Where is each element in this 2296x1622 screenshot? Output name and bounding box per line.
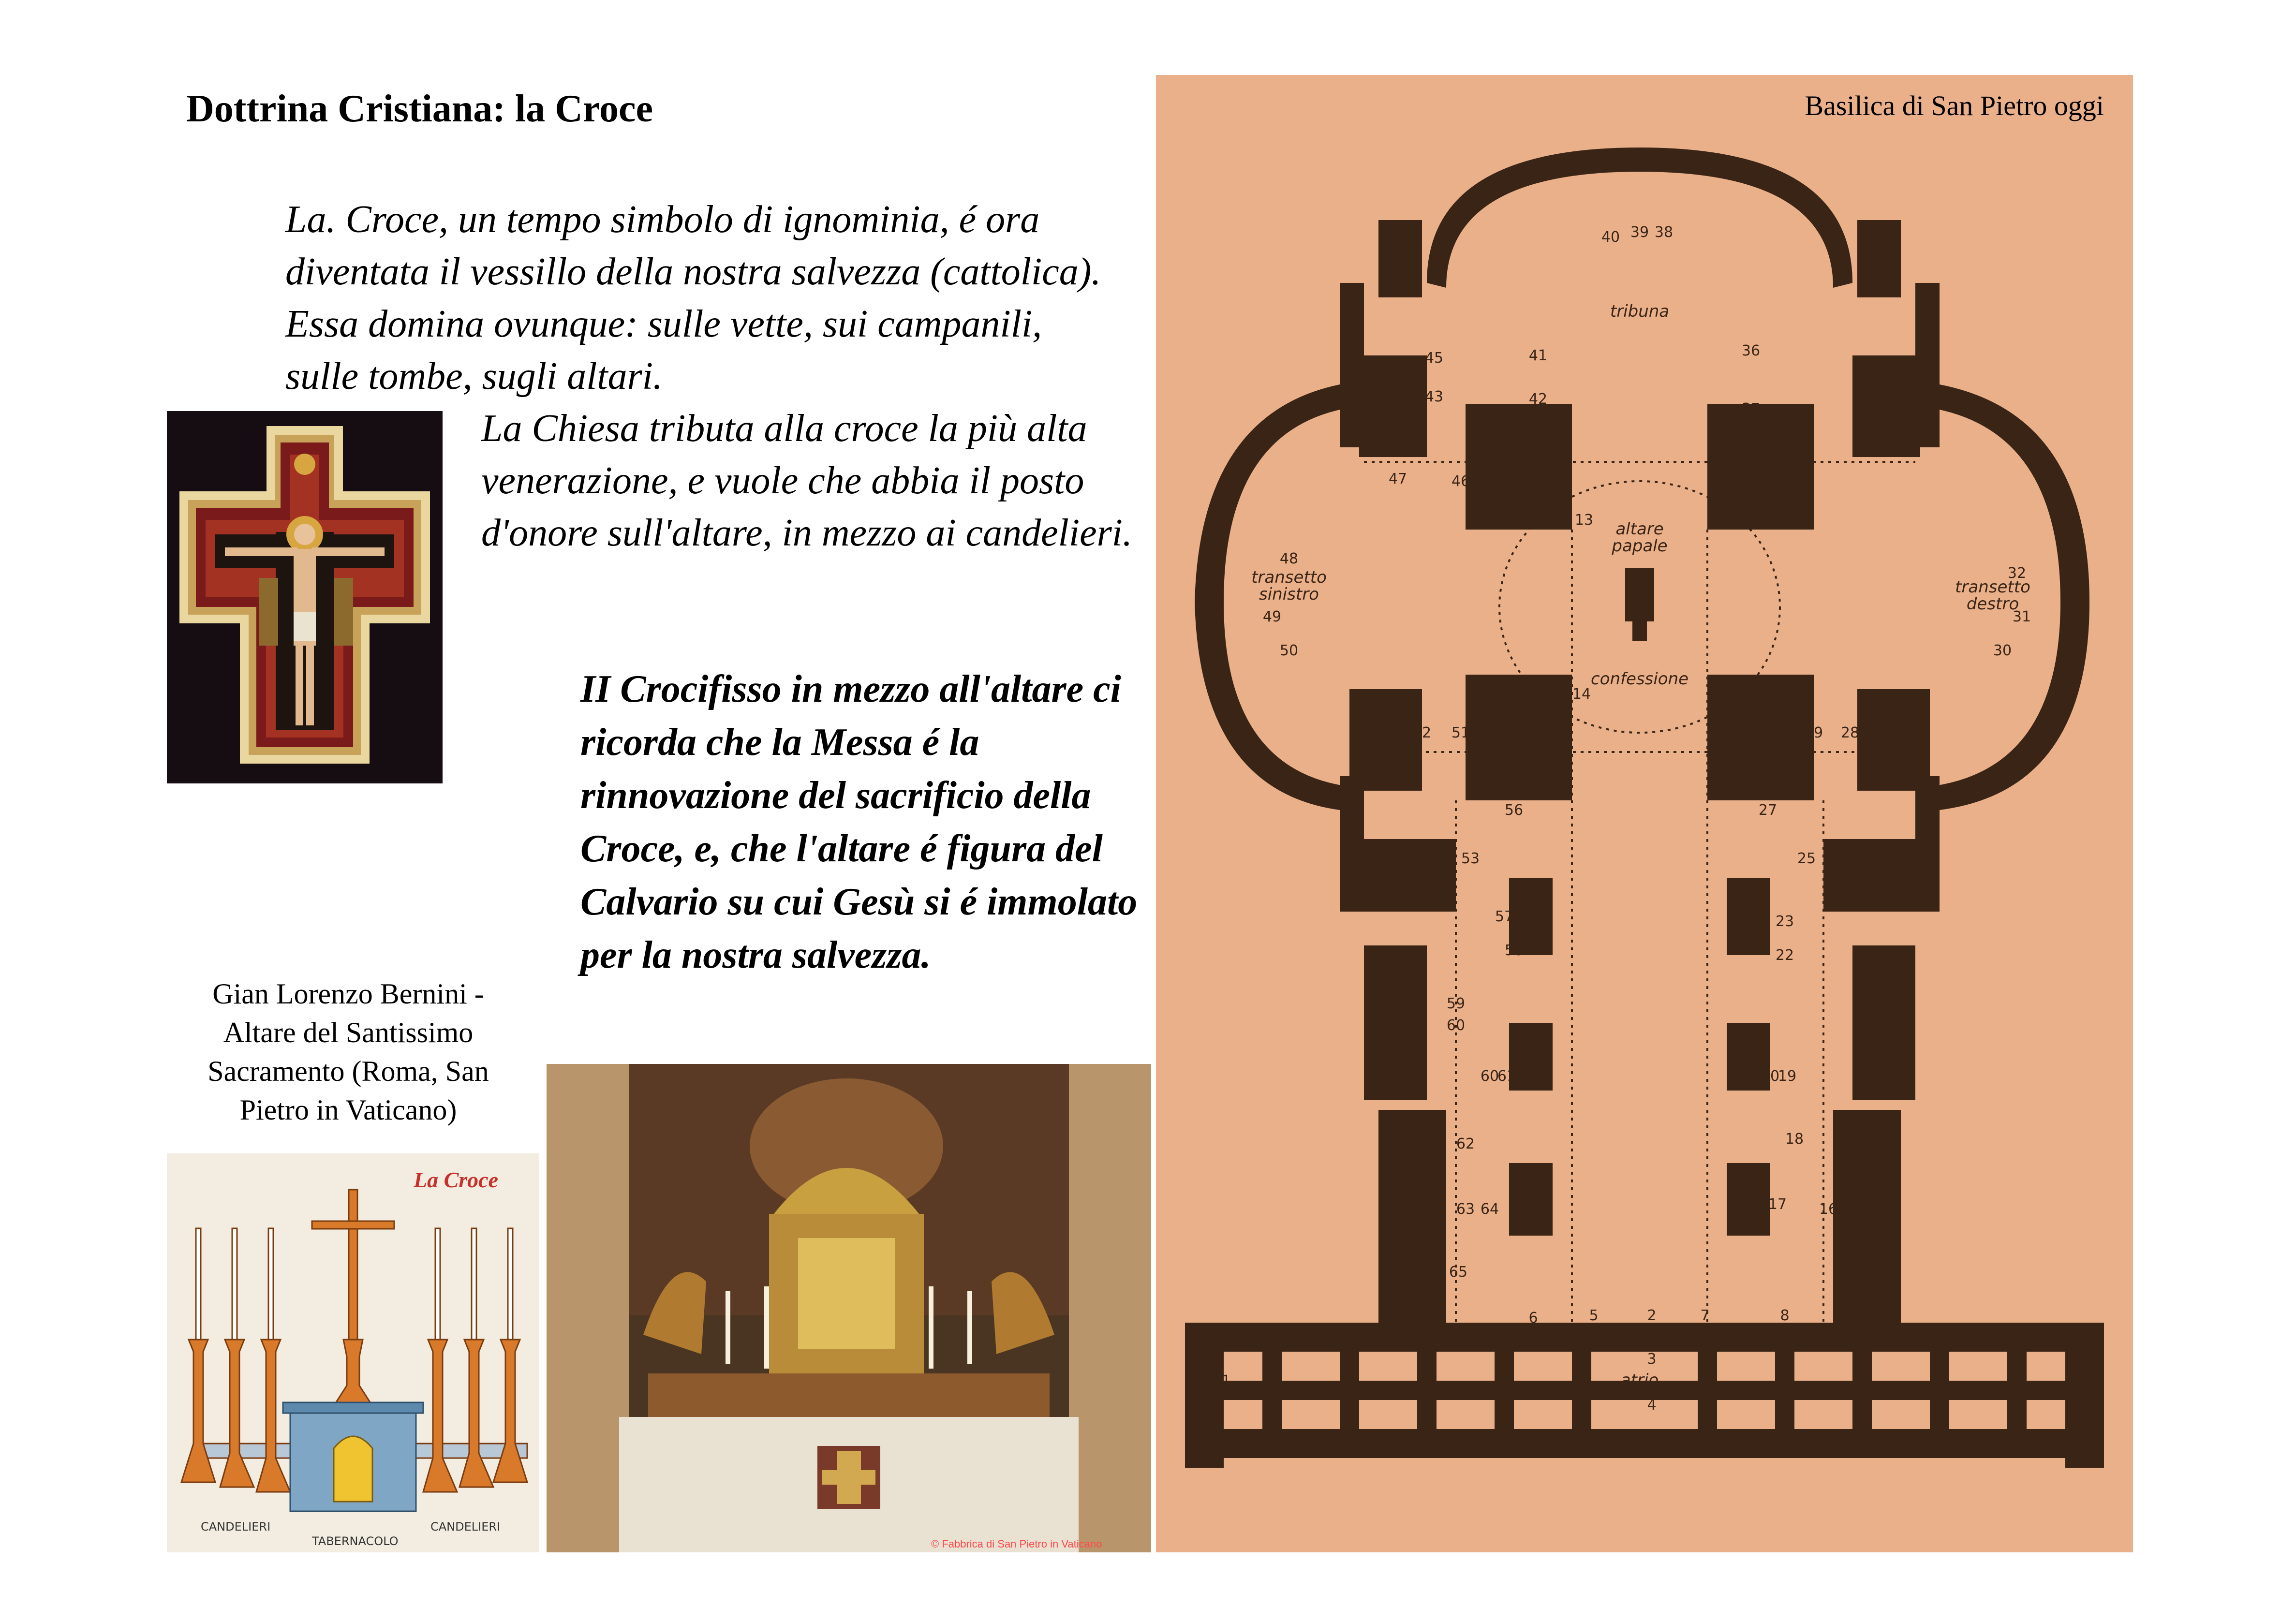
plan-number-30: 30 (1993, 642, 2012, 659)
tabernacolo-label: TABERNACOLO (312, 1534, 399, 1548)
basilica-floor-plan (1156, 75, 2133, 1552)
plan-number-40: 40 (1601, 229, 1620, 246)
plan-number-4: 4 (1647, 1397, 1657, 1414)
pier-se (1707, 675, 1814, 800)
candelieri-left-label: CANDELIERI (201, 1520, 271, 1534)
plan-number-18: 18 (1785, 1131, 1804, 1148)
plan-number-31: 31 (2012, 608, 2031, 625)
plan-number-7: 7 (1700, 1307, 1710, 1324)
plan-number-55: 55 (1437, 879, 1456, 896)
plan-number-58: 58 (1504, 942, 1524, 959)
plan-number-57: 57 (1495, 908, 1514, 925)
plan-number-49: 49 (1262, 608, 1282, 625)
photo-credit: © Fabbrica di San Pietro in Vaticano (931, 1538, 1102, 1550)
plan-number-47: 47 (1388, 471, 1407, 487)
caption-bernini: Gian Lorenzo Bernini - Altare del Santissimo Sacramento (Roma, San Pietro in Vaticano) (207, 978, 489, 1126)
plan-number-29: 29 (1804, 724, 1823, 741)
candelieri-right-label: CANDELIERI (430, 1520, 501, 1534)
label-confessione: confessione (1590, 669, 1689, 689)
plan-number-45: 45 (1424, 350, 1444, 367)
plan-number-22: 22 (1775, 947, 1794, 964)
pier-nw (1466, 404, 1572, 530)
plan-number-44: 44 (1395, 381, 1415, 398)
plan-number-26: 26 (1836, 850, 1855, 867)
drawing-title: La Croce (414, 1167, 499, 1192)
paragraph-venerazione: La Chiesa tributa alla croce la più alta venerazione, e vuole che abbia il posto d'onore sull'altare, in mezzo ai candelieri. (481, 407, 1132, 554)
plan-number-21: 21 (1852, 995, 1872, 1012)
plan-number-56: 56 (1504, 802, 1524, 819)
plan-number-16: 16 (1819, 1201, 1838, 1218)
plan-number-60: 60 (1446, 1017, 1466, 1034)
plan-number-35: 35 (1906, 386, 1925, 403)
tribuna-apse (1427, 147, 1852, 288)
plan-number-32: 32 (2007, 565, 2027, 582)
plan-number-25: 25 (1797, 850, 1816, 867)
plan-number-41: 41 (1528, 347, 1548, 364)
plan-number-34: 34 (1785, 478, 1804, 495)
plan-number-51: 51 (1451, 724, 1470, 741)
crucifix-drawing (167, 411, 443, 783)
altar-cross-illustration (167, 1153, 539, 1552)
label-transetto-sinistro-1: transetto (1251, 568, 1327, 587)
plan-number-62: 62 (1456, 1135, 1475, 1152)
plan-number-54: 54 (1420, 850, 1439, 867)
plan-number-14: 14 (1572, 686, 1591, 703)
label-tribuna: tribuna (1610, 302, 1670, 321)
plan-number-53: 53 (1461, 850, 1480, 867)
pier-ne (1707, 404, 1814, 530)
plan-number-2: 2 (1647, 1307, 1657, 1324)
label-atrio: atrio (1620, 1371, 1659, 1390)
plan-number-10: 10 (1712, 753, 1732, 770)
pier-sw (1466, 675, 1572, 800)
plan-number-3: 3 (1647, 1351, 1657, 1368)
plan-number-36: 36 (1741, 342, 1761, 359)
plan-number-38: 38 (1654, 224, 1674, 241)
plan-number-52: 52 (1412, 724, 1432, 741)
paragraph-croce-simbolo: La. Croce, un tempo simbolo di ignominia, é ora diventata il vessillo della nostra salvezza (cattolica). Essa domina ovunque: sulle vette, sui campanili, sulle tombe, sugli altari. (285, 198, 1101, 398)
plan-number-17: 17 (1768, 1196, 1787, 1213)
label-altare: altare (1615, 519, 1664, 539)
plan-number-50: 50 (1279, 642, 1299, 659)
plan-number-48: 48 (1279, 550, 1299, 567)
page-title: Dottrina Cristiana: la Croce (186, 88, 653, 130)
floor-plan-panel (1156, 75, 2133, 1552)
plan-number-20: 20 (1761, 1068, 1780, 1085)
plan-number-43: 43 (1424, 388, 1444, 405)
bernini-altar-photo (547, 1064, 1151, 1552)
plan-number-28: 28 (1840, 724, 1860, 741)
plan-number-33: 33 (1746, 478, 1765, 495)
plan-number-61: 61 (1497, 1068, 1516, 1085)
plan-number-65: 65 (1449, 1264, 1468, 1281)
plan-number-6: 6 (1528, 1310, 1538, 1327)
plan-number-39: 39 (1630, 224, 1649, 241)
plan-number-37: 37 (1741, 400, 1761, 417)
paragraph-crocifisso: II Crocifisso in mezzo all'altare ci ricorda che la Messa é la rinnovazione del sacrificio della Croce, e, che l'altare é figura del Calvario su cui Gesù si é immolato per la nostra salvezza. (580, 668, 1138, 976)
label-transetto-destro-1: transetto (1955, 577, 2030, 597)
plan-number-1: 1 (1221, 1372, 1231, 1389)
plan-number-64: 64 (1480, 1201, 1499, 1218)
plan-number-11: 11 (1734, 691, 1753, 708)
plan-number-27: 27 (1758, 802, 1778, 819)
plan-number-5: 5 (1589, 1307, 1599, 1324)
plan-number-46: 46 (1451, 473, 1470, 490)
label-transetto-sinistro-2: sinistro (1259, 585, 1319, 604)
plan-number-23: 23 (1775, 913, 1794, 930)
plan-number-63: 63 (1456, 1201, 1475, 1218)
plan-number-13: 13 (1574, 512, 1594, 529)
san-damiano-crucifix-image (167, 411, 443, 783)
plan-number-12: 12 (1741, 512, 1761, 529)
plan-number-42: 42 (1528, 391, 1548, 408)
plan-number-24: 24 (1823, 884, 1843, 901)
plan-number-59: 59 (1446, 995, 1466, 1012)
plan-number-8: 8 (1780, 1307, 1790, 1324)
plan-number-9: 9 (2082, 1372, 2092, 1389)
plan-number-19: 19 (1778, 1068, 1797, 1085)
plan-caption: Basilica di San Pietro oggi (1805, 90, 2104, 121)
plan-number-60: 60 (1480, 1068, 1499, 1085)
altar-photo-drawing (547, 1064, 1151, 1552)
label-papale: papale (1612, 536, 1668, 556)
label-transetto-destro-2: destro (1966, 594, 2019, 614)
candelieri-drawing (167, 1153, 539, 1552)
